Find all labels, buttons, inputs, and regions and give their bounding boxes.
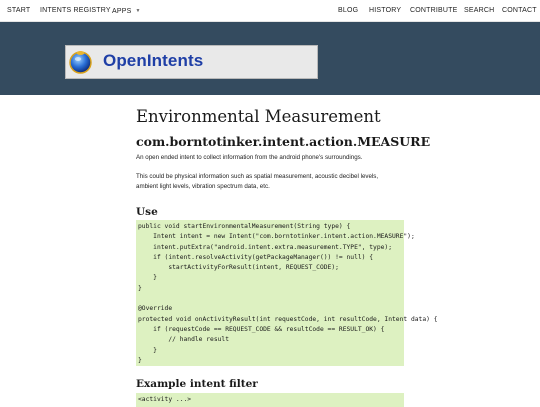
code-line: if (intent.resolveActivity(getPackageManager()) != null) {: [138, 253, 374, 261]
intro-paragraph: An open ended intent to collect information from the android phone's surroundings.: [136, 154, 363, 161]
code-line: @Override: [138, 305, 173, 313]
nav-search-link[interactable]: SEARCH: [464, 7, 495, 14]
intent-filter-heading: Example intent filter: [136, 378, 258, 390]
site-header: [0, 22, 540, 95]
use-heading: Use: [136, 206, 158, 218]
code-line: public void startEnvironmentalMeasurement(String type) {: [138, 223, 351, 230]
page-title: Environmental Measurement: [136, 107, 381, 126]
nav-contribute-link[interactable]: CONTRIBUTE: [410, 7, 458, 14]
site-logo[interactable]: [65, 45, 318, 79]
code-line: startActivityForResult(intent, REQUEST_CODE);: [138, 264, 339, 272]
nav-start-link[interactable]: START: [7, 7, 31, 14]
code-line: <activity ...>: [138, 396, 192, 403]
code-line: if (requestCode == REQUEST_CODE && resultCode == RESULT_OK) {: [138, 325, 385, 333]
intent-action-title: com.borntotinker.intent.action.MEASURE: [136, 134, 431, 149]
code-line: }: [138, 284, 142, 292]
nav-apps-label: APPS: [112, 8, 132, 15]
code-line: Intent intent = new Intent("com.borntotinker.intent.action.MEASURE");: [138, 233, 415, 241]
code-line: }: [138, 274, 157, 282]
code-line: }: [138, 356, 142, 364]
logo-orb-icon: [68, 49, 93, 74]
detail-paragraph: This could be physical information such as spatial measurement, acoustic decibel levels, ambient light levels, vibration spectrum data, etc.: [136, 173, 379, 190]
code-line: }: [138, 346, 157, 354]
nav-contact-link[interactable]: CONTACT: [502, 7, 537, 14]
top-navigation: [0, 0, 540, 22]
nav-apps-menu[interactable]: [112, 0, 141, 22]
code-line: // handle result: [138, 336, 229, 344]
use-code-block: [136, 220, 438, 366]
code-line: intent.putExtra("android.intent.extra.measurement.TYPE", type);: [138, 243, 393, 251]
nav-blog-link[interactable]: BLOG: [338, 7, 359, 14]
code-line: protected void onActivityResult(int requestCode, int resultCode, Intent data) {: [138, 315, 438, 323]
chevron-down-icon: ▼: [135, 8, 141, 14]
code-line: [138, 294, 404, 304]
nav-history-link[interactable]: HISTORY: [369, 7, 402, 14]
logo-text: OpenIntents: [103, 51, 204, 70]
intent-filter-code-block: [136, 393, 404, 407]
nav-intents-registry-link[interactable]: INTENTS REGISTRY: [40, 7, 111, 14]
